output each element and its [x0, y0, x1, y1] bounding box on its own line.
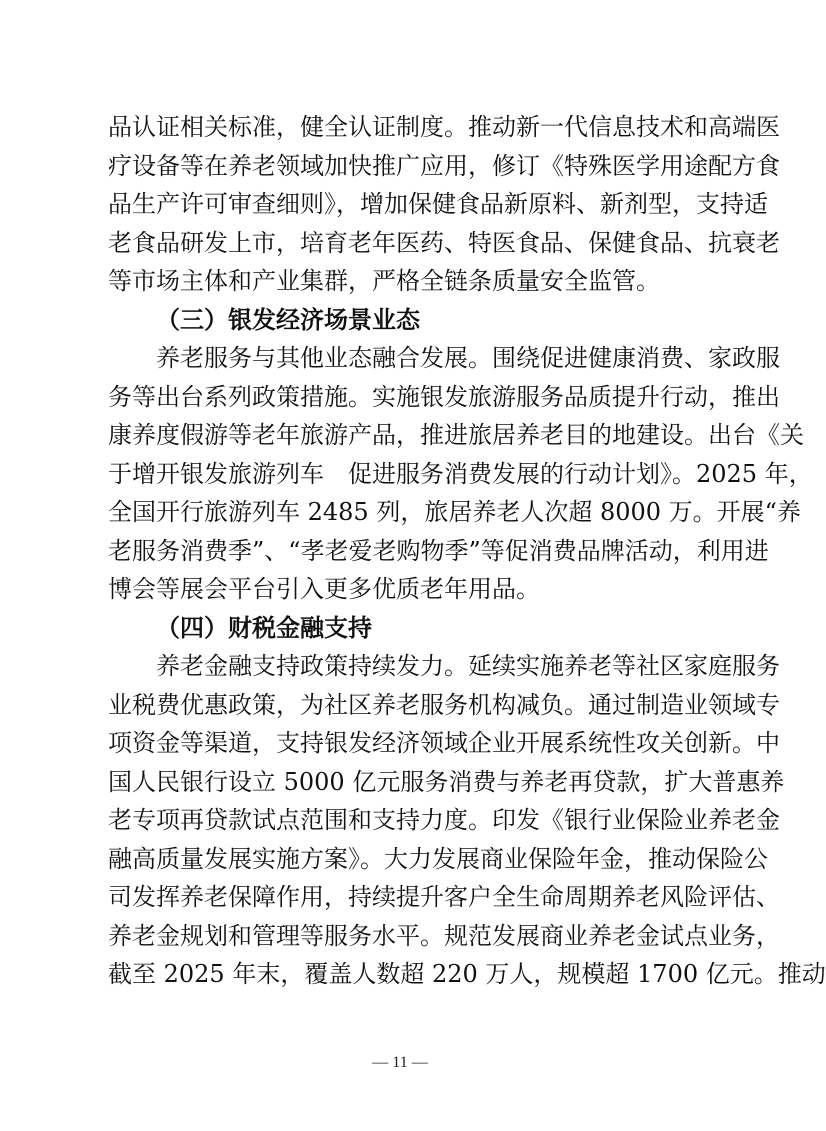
text-line: 品认证相关标准，健全认证制度。推动新一代信息技术和高端医: [108, 113, 780, 141]
text-line: 老食品研发上市，培育老年医药、特医食品、保健食品、抗衰老: [108, 228, 780, 257]
text-line: 养老金规划和管理等服务水平。规范发展商业养老金试点业务，: [108, 921, 780, 950]
text-line: 司发挥养老保障作用，持续提升客户全生命周期养老风险评估、: [108, 883, 780, 911]
text-line: 品生产许可审查细则》，增加保健食品新原料、新剂型，支持适: [108, 190, 768, 218]
text-line: 融高质量发展实施方案》。大力发展商业保险年金，推动保险公: [108, 844, 768, 873]
text-line: 疗设备等在养老领域加快推广应用，修订《特殊医学用途配方食: [108, 151, 780, 180]
text-line: 项资金等渠道，支持银发经济领域企业开展系统性攻关创新。中: [108, 729, 780, 757]
text-line: 于增开银发旅游列车 促进服务消费发展的行动计划》。2025 年，: [108, 459, 813, 488]
text-line: 国人民银行设立 5000 亿元服务消费与养老再贷款，扩大普惠养: [108, 767, 785, 796]
text-line: 养老金融支持政策持续发力。延续实施养老等社区家庭服务: [108, 652, 780, 680]
text-line: 养老服务与其他业态融合发展。围绕促进健康消费、家政服: [108, 344, 780, 372]
text-line: 务等出台系列政策措施。实施银发旅游服务品质提升行动，推出: [108, 382, 780, 411]
text-line: 全国开行旅游列车 2485 列，旅居养老人次超 8000 万。开展“养: [108, 498, 801, 526]
section-heading: （三）银发经济场景业态: [156, 304, 420, 334]
text-line: 康养度假游等老年旅游产品，推进旅居养老目的地建设。出台《关: [108, 421, 804, 449]
text-line: 老专项再贷款试点范围和支持力度。印发《银行业保险业养老金: [108, 806, 780, 834]
text-line: 博会等展会平台引入更多优质老年用品。: [108, 575, 540, 603]
page-number: — 11 —: [372, 1054, 428, 1071]
text-line: 截至 2025 年末，覆盖人数超 220 万人，规模超 1700 亿元。推动: [108, 960, 826, 988]
section-heading: （四）财税金融支持: [156, 612, 372, 642]
document-body: [108, 108, 826, 994]
text-line: 等市场主体和产业集群，严格全链条质量安全监管。: [108, 267, 660, 295]
text-line: 老服务消费季”、“孝老爱老购物季”等促消费品牌活动，利用进: [108, 536, 769, 565]
text-line: 业税费优惠政策，为社区养老服务机构减负。通过制造业领域专: [108, 690, 780, 719]
